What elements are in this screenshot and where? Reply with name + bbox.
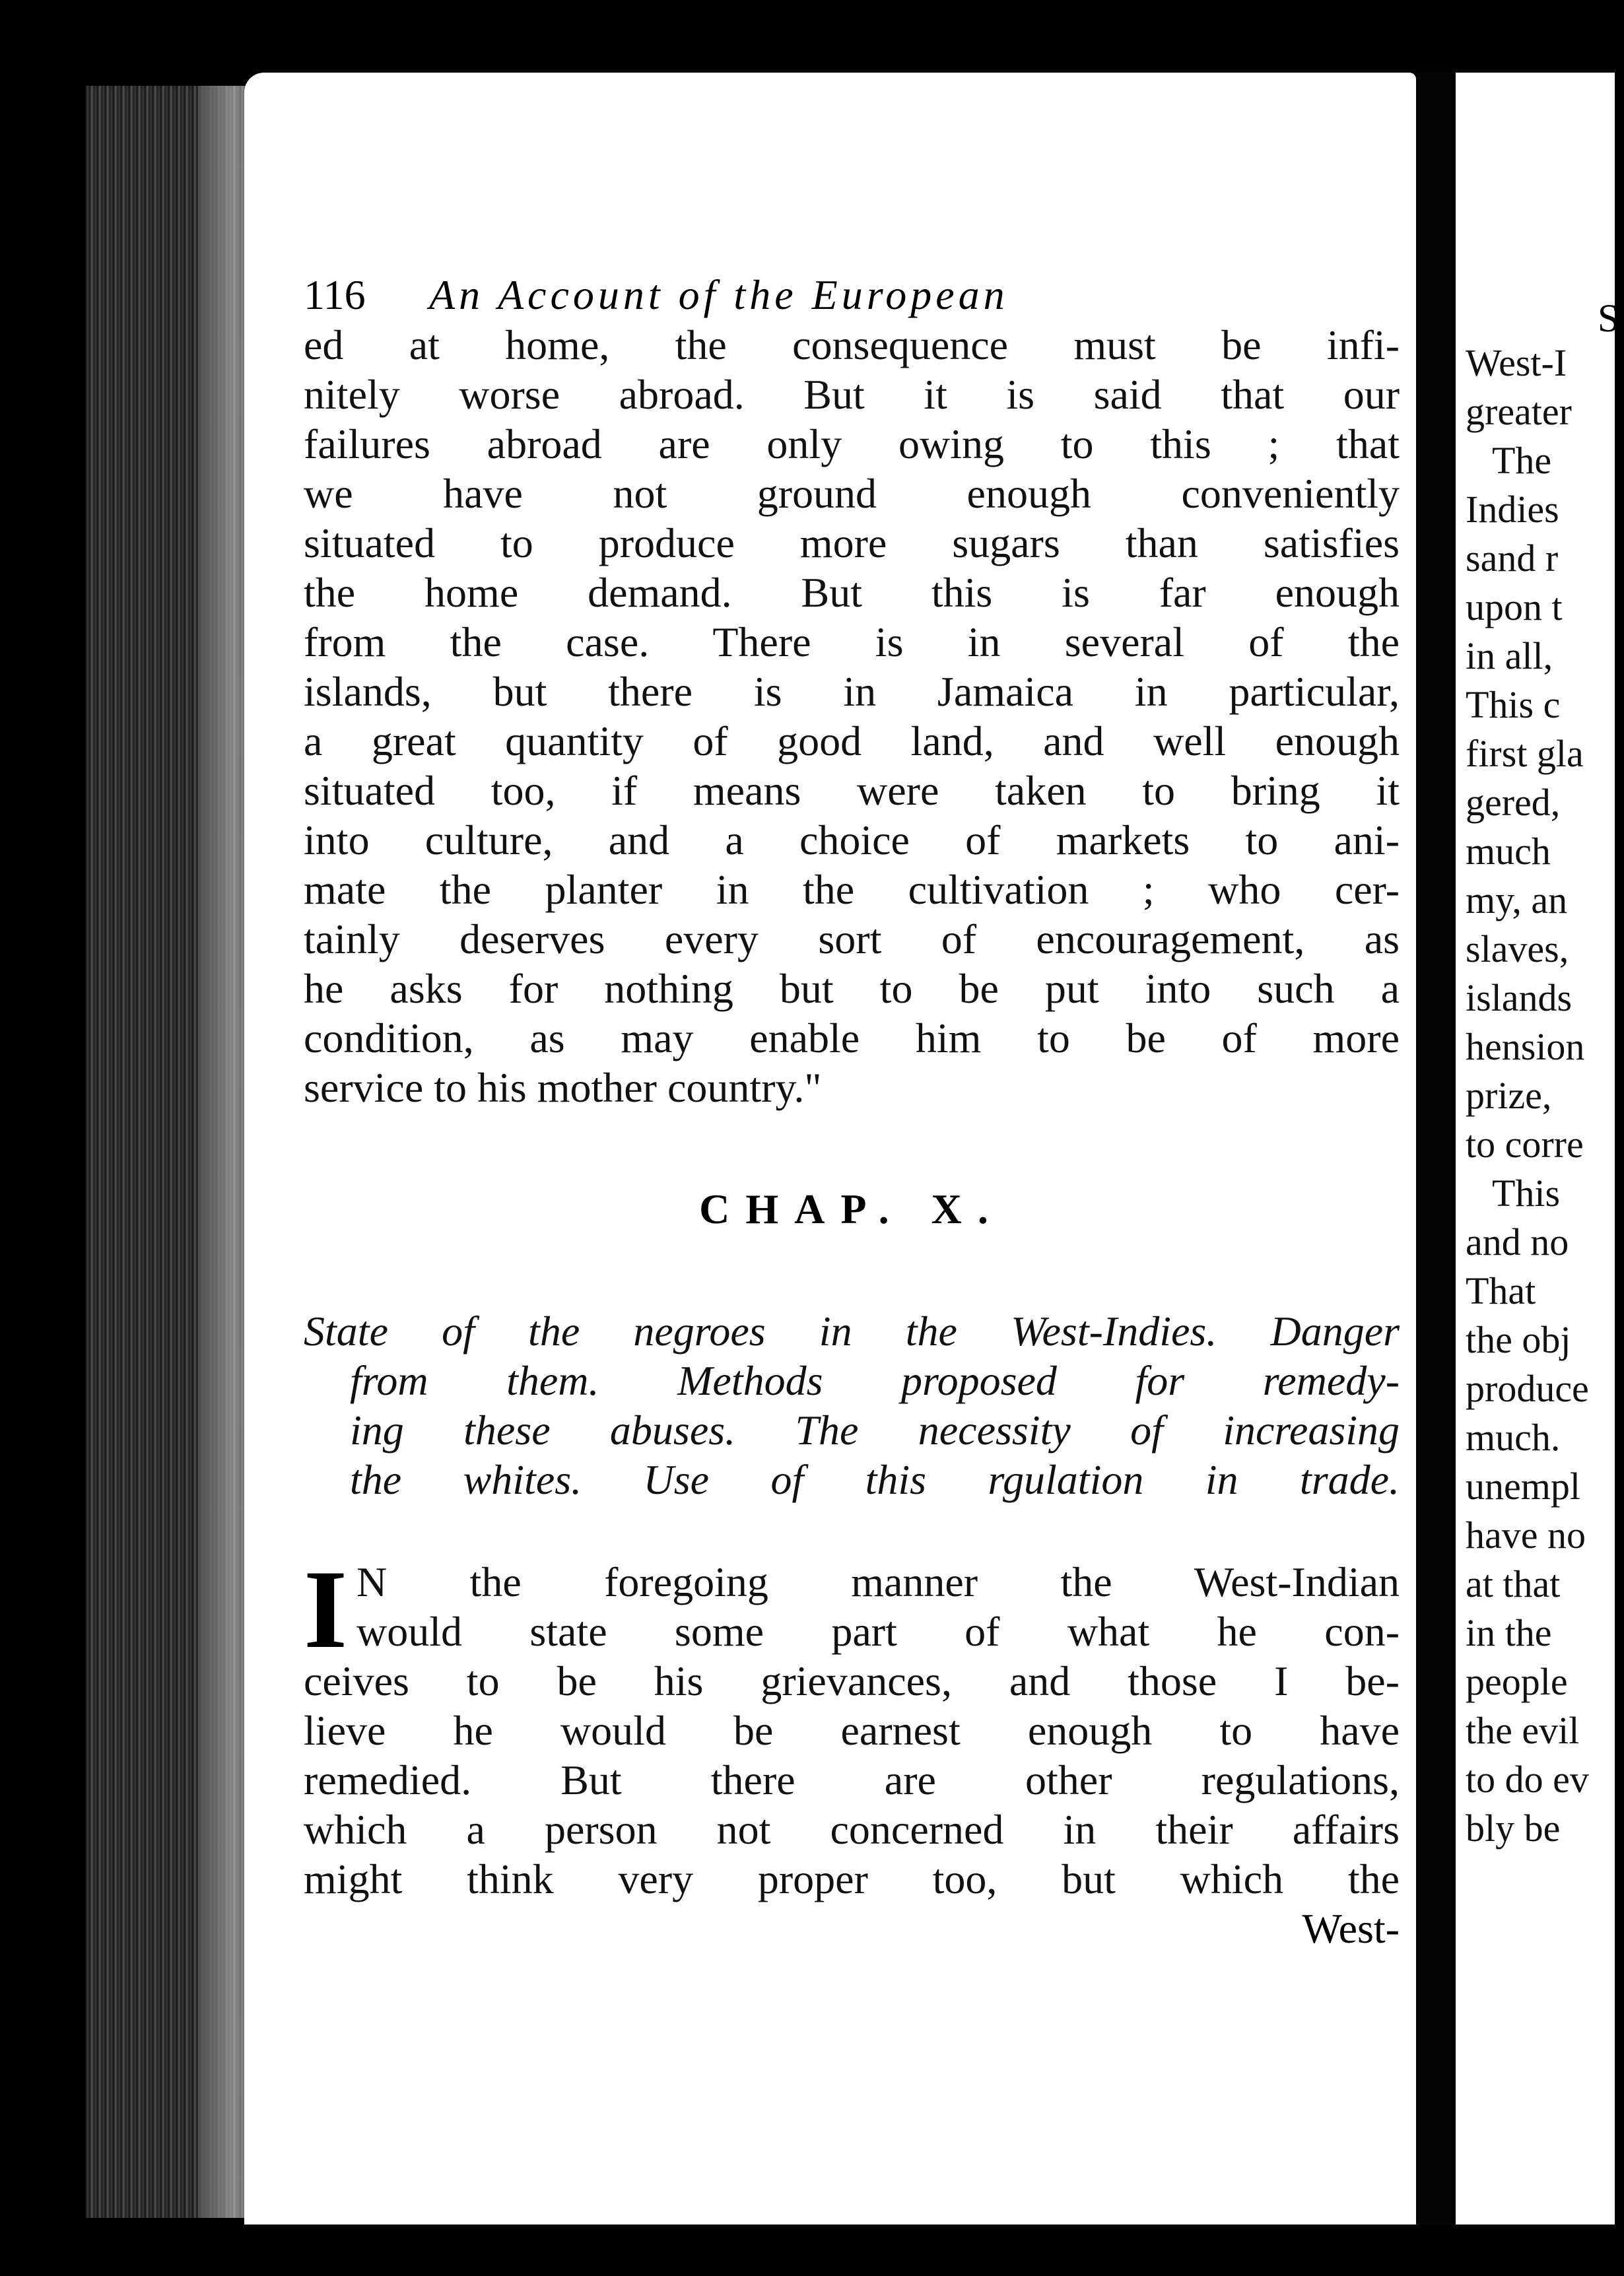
text-line: a great quantity of good land, and well enough [304, 718, 1400, 764]
text-line: which a person not concerned in their affairs [304, 1806, 1400, 1853]
text-line: This [1492, 1172, 1561, 1215]
text-line: The [1492, 439, 1552, 482]
chapter-summary [304, 1306, 1400, 1504]
text-line: much. [1466, 1416, 1561, 1459]
text-line: from them. Methods proposed for remedy- [350, 1357, 1400, 1404]
text-line: would state some part of what he con- [356, 1608, 1400, 1655]
text-line: ing these abuses. The necessity of increasing [350, 1407, 1400, 1454]
text-line: N the foregoing manner the West-Indian [356, 1558, 1400, 1605]
text-line: we have not ground enough conveniently [304, 470, 1400, 517]
text-line: might think very proper too, but which the [304, 1856, 1400, 1902]
text-line: in all, [1466, 634, 1553, 677]
text-line: That [1466, 1269, 1536, 1312]
text-line: mate the planter in the cultivation ; who cer- [304, 866, 1400, 913]
book-gutter [1416, 73, 1452, 2225]
paragraph-lines [304, 1547, 1400, 1904]
text-line: unempl [1466, 1465, 1580, 1508]
text-line: situated too, if means were taken to bring it [304, 767, 1400, 814]
running-head: An Account of the European [429, 271, 1009, 318]
text-line: sand r [1466, 537, 1559, 580]
text-line: people [1466, 1660, 1568, 1703]
right-page [1456, 73, 1624, 2225]
page-header [304, 271, 1400, 320]
right-page-lines [1466, 339, 1624, 1853]
chapter-title: CHAP. X. [699, 1186, 1004, 1232]
text-line: into culture, and a choice of markets to ani- [304, 817, 1400, 863]
text-line: he asks for nothing but to be put into such a [304, 965, 1400, 1012]
right-page-running-head: S [1598, 296, 1624, 340]
paragraph-continued [304, 320, 1400, 1112]
text-line: nitely worse abroad. But it is said that our [304, 371, 1400, 418]
catchword: West- [1302, 1905, 1400, 1952]
text-line: State of the negroes in the West-Indies. Danger [304, 1308, 1400, 1355]
text-line: islands [1466, 976, 1573, 1019]
text-line: to do ev [1466, 1758, 1589, 1801]
text-line: and no [1466, 1221, 1569, 1263]
text-line: service to his mother country." [304, 1064, 822, 1111]
text-line: ed at home, the consequence must be infi- [304, 321, 1400, 368]
text-line: first gla [1466, 732, 1584, 775]
drop-cap: I [304, 1547, 348, 1671]
text-line: situated to produce more sugars than satisfies [304, 519, 1400, 566]
text-line: bly be [1466, 1807, 1561, 1850]
text-line: remedied. But there are other regulations, [304, 1757, 1400, 1803]
text-line: lieve he would be earnest enough to have [304, 1707, 1400, 1754]
text-line: condition, as may enable him to be of more [304, 1015, 1400, 1061]
text-line: failures abroad are only owing to this ; that [304, 420, 1400, 467]
text-line: slaves, [1466, 927, 1569, 970]
chapter-opening-paragraph [304, 1547, 1400, 1904]
text-line: West-I [1466, 341, 1567, 384]
text-line: much [1466, 830, 1551, 873]
text-line: islands, but there is in Jamaica in particular, [304, 668, 1400, 715]
text-line: tainly deserves every sort of encouragement, as [304, 916, 1400, 962]
text-line: the whites. Use of this rgulation in trade. [350, 1456, 1400, 1503]
text-line: gered, [1466, 781, 1561, 824]
text-line: hension [1466, 1025, 1585, 1068]
text-line: my, an [1466, 879, 1568, 921]
text-line: to corre [1466, 1123, 1584, 1166]
text-line: ceives to be his grievances, and those I be- [304, 1657, 1400, 1704]
text-line: the evil [1466, 1709, 1580, 1752]
text-line: the home demand. But this is far enough [304, 569, 1400, 616]
text-line: in the [1466, 1611, 1552, 1654]
text-line: Indies [1466, 488, 1559, 531]
text-line: the obj [1466, 1318, 1571, 1361]
text-line: from the case. There is in several of the [304, 619, 1400, 665]
text-line: have no [1466, 1514, 1586, 1556]
right-page-text [1466, 294, 1624, 1853]
left-page-text [304, 271, 1400, 1953]
text-line: This c [1466, 683, 1561, 726]
text-line: at that [1466, 1562, 1561, 1605]
text-line: produce [1466, 1367, 1589, 1410]
text-line: prize, [1466, 1074, 1552, 1117]
text-line: upon t [1466, 586, 1563, 628]
page-number: 116 [304, 271, 366, 318]
text-line: greater [1466, 390, 1572, 433]
